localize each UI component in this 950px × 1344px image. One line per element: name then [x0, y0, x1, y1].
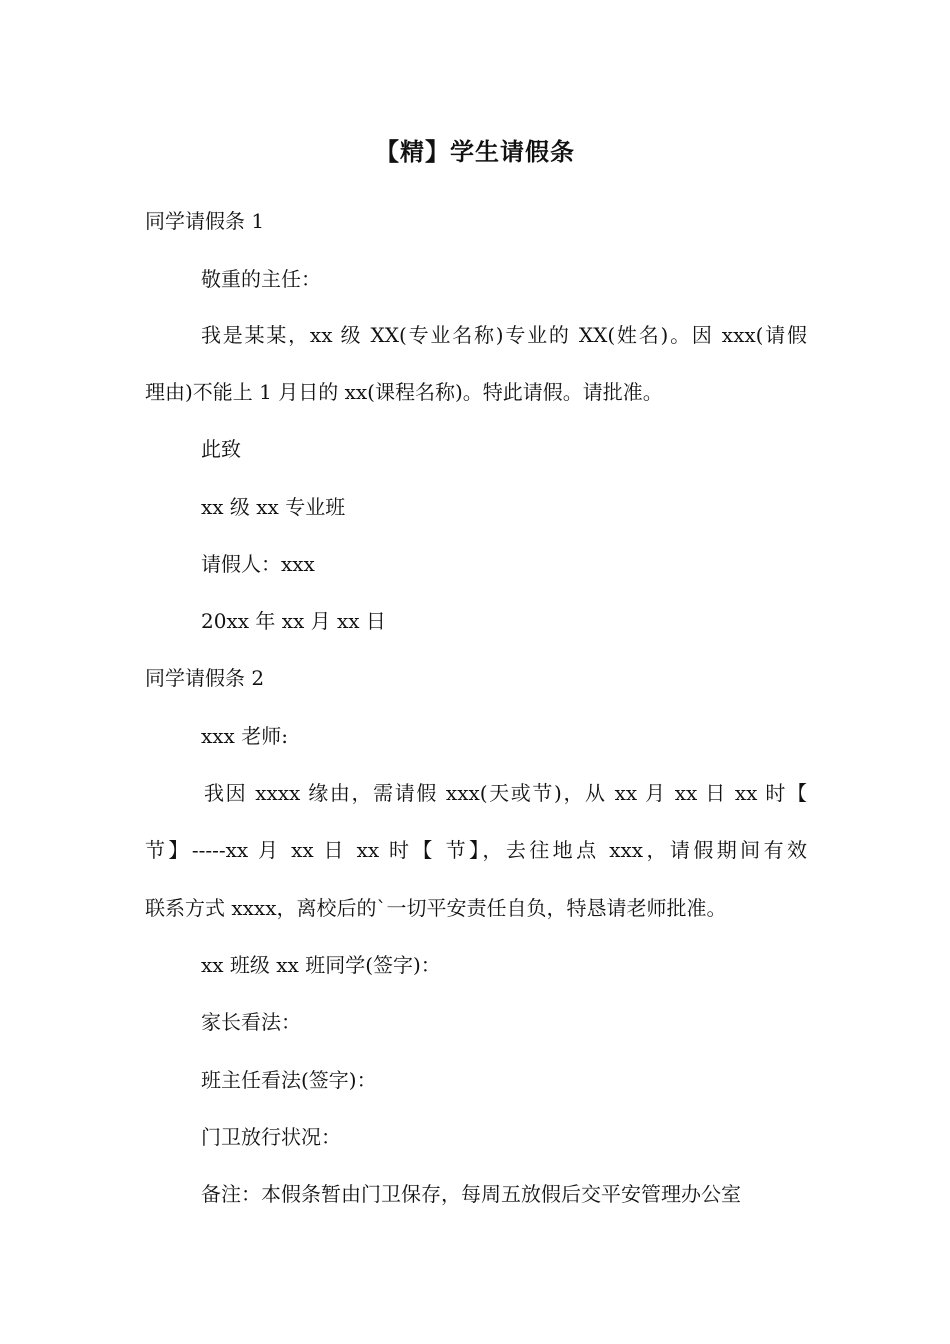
- section2-body-line1: 我因 xxxx 缘由，需请假 xxx(天或节)，从 xx 月 xx 日 xx 时【: [204, 781, 807, 805]
- document-title: 【精】学生请假条: [375, 138, 575, 166]
- section2-student-sign: xx 班级 xx 班同学(签字)：: [201, 953, 441, 977]
- section2-salutation: xxx 老师:: [201, 724, 288, 748]
- section1-class: xx 级 xx 专业班: [201, 495, 346, 519]
- section1-closing: 此致: [201, 437, 241, 461]
- section2-teacher-opinion: 班主任看法(签字)：: [201, 1068, 377, 1092]
- section2-body-line2: 节】-----xx 月 xx 日 xx 时【 节】，去往地点 xxx，请假期间有效: [145, 838, 807, 862]
- section2-guard-status: 门卫放行状况：: [201, 1125, 341, 1149]
- section1-heading: 同学请假条 1: [145, 209, 265, 233]
- section2-note: 备注：本假条暂由门卫保存，每周五放假后交平安管理办公室: [201, 1182, 741, 1206]
- section1-salutation: 敬重的主任：: [201, 267, 321, 291]
- section2-parent-opinion: 家长看法：: [201, 1010, 301, 1034]
- section1-applicant: 请假人：xxx: [201, 552, 315, 576]
- section1-body-line1: 我是某某，xx 级 XX(专业名称)专业的 XX(姓名)。因 xxx(请假: [201, 323, 807, 347]
- section1-date: 20xx 年 xx 月 xx 日: [201, 609, 386, 633]
- section2-heading: 同学请假条 2: [145, 666, 265, 690]
- section1-body-line2: 理由)不能上 1 月日的 xx(课程名称)。特此请假。请批准。: [145, 380, 663, 404]
- section2-body-line3: 联系方式 xxxx，离校后的`一切平安责任自负，特恳请老师批准。: [145, 896, 727, 920]
